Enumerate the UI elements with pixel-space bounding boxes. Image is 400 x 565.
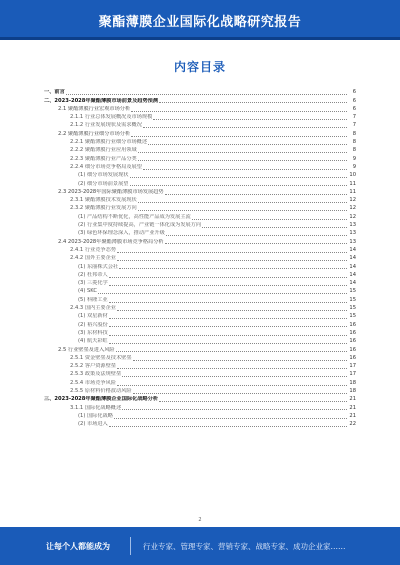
toc-entry[interactable] (44, 188, 356, 196)
toc-entry-label: 2.5.5 原材料价格波动风险 (70, 387, 132, 394)
toc-leader-dots (130, 185, 348, 186)
toc-entry-page: 16 (349, 354, 356, 361)
toc-entry-label: (1) 细分市场发展现状 (78, 172, 129, 179)
footer-brand: 让每个人都能成为 (46, 541, 110, 551)
toc-leader-dots (109, 302, 347, 303)
toc-entry-label: (2) 行业集中度持续提高，产业链一体化成为发展方向 (78, 222, 202, 229)
toc-entry-page: 13 (349, 222, 356, 229)
toc-entry-page: 14 (349, 255, 356, 262)
toc-entry-page: 8 (352, 147, 356, 154)
toc-entry-label: 3.1.1 国际化战略概述 (70, 404, 122, 411)
toc-entry-label: 2.5 行业壁垒及进入风险 (58, 346, 115, 353)
toc-entry-label: (5) 科隆工业 (78, 296, 108, 303)
toc-entry[interactable] (44, 121, 356, 129)
toc-leader-dots (109, 285, 347, 286)
toc-entry-page: 12 (349, 197, 356, 204)
toc-entry-label: (2) 细分市场前景展望 (78, 180, 129, 187)
toc-entry-label: 2.3 2023-2028年国际聚酯薄膜市场发展趋势 (58, 188, 164, 195)
toc-entry-label: 2.4.2 国外主要企业 (70, 255, 116, 262)
toc-leader-dots (109, 343, 347, 344)
toc-entry-page: 21 (349, 412, 356, 419)
toc-entry[interactable] (44, 362, 356, 370)
toc-entry[interactable] (44, 196, 356, 204)
toc-entry[interactable] (44, 221, 356, 229)
toc-entry-page: 9 (352, 163, 356, 170)
toc-entry-label: 2.4 2023-2028年聚酯薄膜市场竞争格局分析 (58, 238, 164, 245)
toc-entry-label: (3) 绿色环保理念深入，推动产业升级 (78, 230, 165, 237)
toc-entry-page: 6 (352, 97, 356, 104)
toc-entry-label: 三、2023-2028年聚酯薄膜企业国际化战略分析 (44, 396, 159, 403)
toc-entry-label: (2) 杜邦帝人 (78, 271, 108, 278)
toc-entry[interactable] (44, 212, 356, 220)
toc-entry-page: 17 (349, 371, 356, 378)
toc-leader-dots (98, 293, 347, 294)
toc-entry[interactable] (44, 262, 356, 270)
toc-heading: 内容目录 (173, 60, 226, 74)
toc-entry[interactable] (44, 179, 356, 187)
toc-entry[interactable] (44, 395, 356, 403)
toc-entry-page: 16 (349, 321, 356, 328)
toc-entry[interactable] (44, 287, 356, 295)
toc-entry-page: 18 (349, 379, 356, 386)
toc-entry-page: 13 (349, 238, 356, 245)
toc-leader-dots (109, 318, 347, 319)
table-of-contents (44, 88, 356, 428)
toc-entry-page: 12 (349, 213, 356, 220)
toc-entry-page: 8 (352, 130, 356, 137)
toc-leader-dots (138, 202, 347, 203)
toc-entry[interactable] (44, 171, 356, 179)
toc-leader-dots (138, 152, 347, 153)
toc-entry-label: 2.5.2 客户资源壁垒 (70, 363, 116, 370)
toc-entry-page: 7 (352, 114, 356, 121)
toc-entry-page: 21 (349, 396, 356, 403)
toc-entry-page: 15 (349, 296, 356, 303)
toc-entry-label: (2) 裕兴股份 (78, 321, 108, 328)
toc-leader-dots (138, 210, 347, 211)
toc-leader-dots (117, 368, 347, 369)
toc-entry[interactable] (44, 403, 356, 411)
toc-leader-dots (165, 194, 347, 195)
toc-entry[interactable] (44, 279, 356, 287)
toc-entry-label: 2.5.1 资金壁垒及技术壁垒 (70, 354, 132, 361)
toc-entry-label: (3) 东材科技 (78, 329, 108, 336)
footer-tagline: 行业专家、管理专家、营销专家、战略专家、成功企业家…… (143, 541, 346, 551)
toc-entry[interactable] (44, 420, 356, 428)
toc-leader-dots (148, 144, 347, 145)
toc-leader-dots (117, 385, 347, 386)
toc-entry[interactable] (44, 96, 356, 104)
toc-leader-dots (138, 160, 347, 161)
toc-leader-dots (109, 326, 347, 327)
toc-leader-dots (116, 351, 347, 352)
toc-leader-dots (117, 252, 347, 253)
toc-leader-dots (143, 169, 347, 170)
toc-entry[interactable] (44, 304, 356, 312)
toc-leader-dots (133, 360, 347, 361)
toc-entry[interactable] (44, 378, 356, 386)
toc-entry[interactable] (44, 163, 356, 171)
toc-entry[interactable] (44, 254, 356, 262)
toc-entry-label: (3) 三菱化学 (78, 280, 108, 287)
toc-entry-label: (1) 东丽株式会社 (78, 263, 119, 270)
toc-entry-page: 11 (349, 180, 356, 187)
toc-leader-dots (122, 376, 347, 377)
toc-entry-label: (1) 国际化战略 (78, 412, 113, 419)
toc-entry-label: 2.2.2 聚酯薄膜行业应用领域 (70, 147, 137, 154)
toc-entry[interactable] (44, 138, 356, 146)
toc-entry-label: 2.5.3 政策及法规壁垒 (70, 371, 122, 378)
toc-entry[interactable] (44, 329, 356, 337)
toc-entry[interactable] (44, 271, 356, 279)
toc-leader-dots (153, 119, 347, 120)
toc-entry[interactable] (44, 237, 356, 245)
toc-entry[interactable] (44, 88, 356, 96)
toc-leader-dots (202, 227, 347, 228)
page-number: 2 (198, 517, 202, 523)
toc-entry-label: (2) 市场进入 (78, 421, 108, 428)
toc-entry-label: 2.1 聚酯薄膜行业宏观市场分析 (58, 105, 131, 112)
toc-entry[interactable] (44, 129, 356, 137)
toc-leader-dots (130, 177, 348, 178)
toc-entry-page: 16 (349, 338, 356, 345)
toc-leader-dots (143, 127, 347, 128)
toc-entry[interactable] (44, 105, 356, 113)
toc-entry-page: 14 (349, 280, 356, 287)
toc-entry-label: 2.1.1 行业总体发展概况及市场规模 (70, 114, 153, 121)
toc-entry-label: 2.4.1 行业竞争态势 (70, 246, 116, 253)
toc-entry-page: 14 (349, 246, 356, 253)
toc-entry[interactable] (44, 412, 356, 420)
toc-leader-dots (133, 393, 347, 394)
toc-entry-page: 16 (349, 346, 356, 353)
toc-entry-label: 2.2.1 聚酯薄膜行业细分市场概述 (70, 139, 148, 146)
toc-leader-dots (109, 335, 347, 336)
toc-leader-dots (117, 310, 347, 311)
report-header (0, 0, 400, 40)
toc-entry-page: 9 (352, 155, 356, 162)
toc-entry-page: 15 (349, 288, 356, 295)
toc-entry-page: 18 (349, 387, 356, 394)
toc-entry-label: 二、2023-2028年聚酯薄膜市场前景及趋势预测 (44, 97, 159, 104)
toc-entry[interactable] (44, 146, 356, 154)
toc-leader-dots (114, 418, 347, 419)
toc-entry-label: 2.3.1 聚酯薄膜技术发展现状 (70, 197, 137, 204)
toc-entry-label: (1) 双星新材 (78, 313, 108, 320)
toc-entry-label: 2.3.2 聚酯薄膜行业发展方向 (70, 205, 137, 212)
toc-entry[interactable] (44, 354, 356, 362)
toc-entry-page: 15 (349, 305, 356, 312)
report-title: 聚酯薄膜企业国际化战略研究报告 (98, 14, 302, 30)
toc-entry-label: (4) SKC (78, 288, 98, 295)
toc-leader-dots (109, 277, 347, 278)
toc-entry[interactable] (44, 113, 356, 121)
toc-leader-dots (117, 260, 347, 261)
toc-entry-label: (1) 产品结构不断优化，高性能产品成为发展主流 (78, 213, 191, 220)
toc-leader-dots (109, 426, 347, 427)
footer-divider (130, 537, 131, 555)
toc-entry[interactable] (44, 387, 356, 395)
toc-entry[interactable] (44, 204, 356, 212)
toc-entry-page: 11 (349, 188, 356, 195)
toc-entry-page: 6 (352, 89, 356, 96)
toc-leader-dots (165, 243, 347, 244)
toc-entry-page: 6 (352, 105, 356, 112)
toc-entry[interactable] (44, 337, 356, 345)
toc-entry-label: 2.5.4 市场竞争风险 (70, 379, 116, 386)
toc-entry[interactable] (44, 370, 356, 378)
toc-leader-dots (122, 409, 347, 410)
report-footer (0, 527, 400, 565)
toc-entry[interactable] (44, 246, 356, 254)
toc-entry-page: 15 (349, 313, 356, 320)
toc-entry-page: 7 (352, 122, 356, 129)
toc-entry-label: 2.1.2 行业发展现状及需求概况 (70, 122, 142, 129)
header-stripe (0, 37, 400, 40)
toc-entry-page: 17 (349, 363, 356, 370)
toc-leader-dots (166, 235, 347, 236)
toc-leader-dots (192, 219, 347, 220)
toc-entry-label: 2.2 聚酯薄膜行业细分市场分析 (58, 130, 131, 137)
toc-leader-dots (131, 136, 347, 137)
toc-entry-page: 21 (349, 404, 356, 411)
toc-entry-page: 13 (349, 230, 356, 237)
toc-entry-page: 14 (349, 263, 356, 270)
toc-entry[interactable] (44, 345, 356, 353)
toc-entry-page: 14 (349, 271, 356, 278)
toc-entry-page: 8 (352, 139, 356, 146)
toc-entry-page: 12 (349, 205, 356, 212)
toc-entry-label: 2.2.4 细分市场竞争格局及展望 (70, 163, 142, 170)
toc-leader-dots (159, 401, 347, 402)
toc-entry-page: 16 (349, 329, 356, 336)
toc-leader-dots (119, 268, 347, 269)
toc-entry-page: 22 (349, 421, 356, 428)
toc-entry[interactable] (44, 312, 356, 320)
toc-entry-page: 10 (349, 172, 356, 179)
toc-entry-label: 2.2.3 聚酯薄膜行业产品分类 (70, 155, 137, 162)
toc-entry-label: 一、前言 (44, 89, 65, 96)
toc-leader-dots (131, 111, 347, 112)
toc-leader-dots (66, 94, 347, 95)
toc-leader-dots (159, 102, 347, 103)
toc-entry[interactable] (44, 229, 356, 237)
toc-entry[interactable] (44, 295, 356, 303)
toc-entry[interactable] (44, 154, 356, 162)
toc-entry-label: 2.4.3 国内主要企业 (70, 305, 116, 312)
toc-entry[interactable] (44, 320, 356, 328)
toc-entry-label: (4) 航天彩虹 (78, 338, 108, 345)
